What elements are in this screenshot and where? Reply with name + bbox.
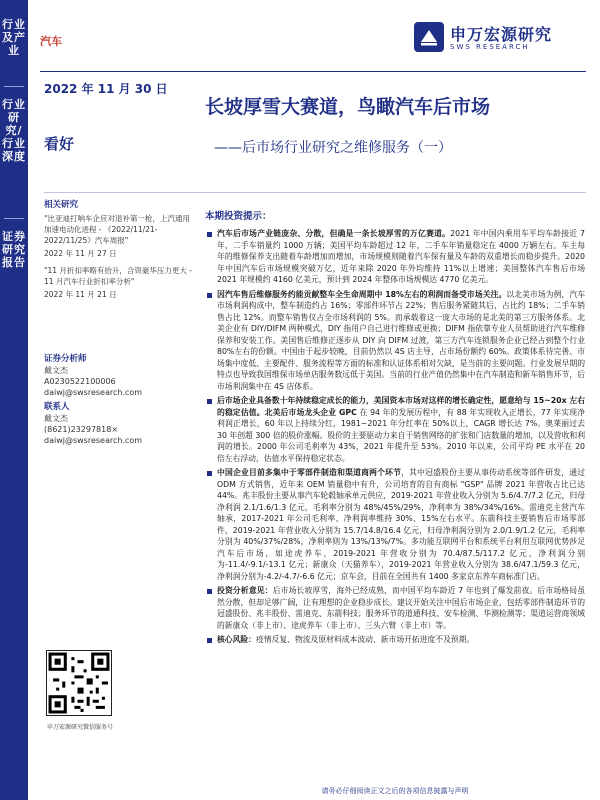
analyst-name: 戴文杰 xyxy=(44,366,68,375)
contact-email[interactable]: daiwj@swsresearch.com xyxy=(44,436,143,445)
related-research xyxy=(44,200,194,306)
bullet-body: 疫情反复、物流及原材料成本波动、新市场开拓进度不及预期。 xyxy=(255,635,475,644)
highlight-bullet xyxy=(205,585,585,631)
disclaimer-footer: 请务必仔细阅读正文之后的各项信息披露与声明 xyxy=(321,787,469,795)
highlight-bullet xyxy=(205,395,585,464)
report-subtitle: ——后市场行业研究之维修服务（一） xyxy=(214,140,452,156)
logo-text-cn: 申万宏源研究 xyxy=(450,25,553,44)
rating: 看好 xyxy=(44,135,75,153)
highlight-bullet xyxy=(205,467,585,582)
bullet-body: 后市场长坡厚雪，海外已经成熟，而中国平均车龄近 7 年也到了爆发前夜。后市场格局虽然分散，但却足够广阔，让有理想的企业稳步成长。建议开始关注中国后市场企业，包括零部件制造环节的冠盛股份、兆丰股份、雷迪克、东箭科技；服务环节的道通科技、安车检测、华测检测等；渠道运营商领域的新康众（非上市）、途虎养车（非上市）、三头六臂（非上市）等。 xyxy=(217,586,586,630)
band-label-report: 证券研究报告 xyxy=(2,230,26,269)
analyst-block xyxy=(44,354,194,446)
related-item-date: 2022 年 11 月 21 日 xyxy=(44,290,117,299)
qr-caption: 申万宏源研究微信服务号 xyxy=(46,724,113,731)
analyst-cert: A0230522100006 xyxy=(44,377,116,386)
header-rule xyxy=(40,71,586,72)
analyst-heading: 证券分析师 xyxy=(44,354,87,364)
report-title: 长坡厚雪大赛道，鸟瞰汽车后市场 xyxy=(205,96,491,118)
qr-code-icon xyxy=(46,650,112,716)
related-item[interactable]: "11 月折扣率略有抬升，合资豪华压力更大 - 11 月汽车行业折扣率分析" xyxy=(44,266,192,286)
highlight-bullet xyxy=(205,634,585,646)
band-label-industry: 行业及产业 xyxy=(2,18,26,57)
industry-label: 汽车 xyxy=(40,35,62,48)
bullet-lead: 核心风险： xyxy=(217,635,256,644)
analyst-email[interactable]: daiwj@swsresearch.com xyxy=(44,388,143,397)
bullet-lead: 中国企业目前多集中于零部件制造和渠道商两个环节 xyxy=(217,468,402,477)
related-item-date: 2022 年 11 月 27 日 xyxy=(44,249,117,258)
contact-name: 戴文杰 xyxy=(44,414,68,423)
band-label-research-type: 行业研究/行业深度 xyxy=(2,98,26,163)
sws-logo xyxy=(414,18,574,58)
investment-highlights xyxy=(205,208,585,649)
band-divider xyxy=(4,218,24,219)
related-heading: 相关研究 xyxy=(44,200,79,210)
highlight-bullet xyxy=(205,289,585,393)
bullet-lead: 投资分析意见： xyxy=(217,586,273,595)
bullet-body: 2021 年中国内乘用车平均车龄接近 7 年，二手车销量约 1000 万辆；美国平均车龄超过 12 年，二手车年销量稳定在 4000 万辆左右。车主每年的维修保养支出随着车龄增加而增加，市场规模则随着汽车保有量及车龄的双重增长而稳步提升。2020 年中国汽车后市场规模突破万亿，近年来除 2020 年外均维持 11%以上增速；美国整体汽车售后市场 2021 年规模约 4160 亿美元，预计到 2024 年整体市场规模达 4770 亿美元。 xyxy=(217,229,585,284)
logo-text-en: SWS RESEARCH xyxy=(450,43,530,51)
highlights-heading: 本期投资提示： xyxy=(205,211,272,222)
contact-phone: (8621)23297818× xyxy=(44,425,119,434)
sws-emblem-icon xyxy=(414,22,444,52)
bullet-lead: 因汽车售后维修服务约能贡献整车全生命周期中 18%左右的利润而备受市场关注。 xyxy=(217,289,507,299)
bullet-body: 以北美市场为例，汽车市场利润构成中，整车制造约占 16%；零部件环节占 22%；售后服务紧随其后，占比约 18%；二手车销售占比 12%。而整车销售仅占全市场利润的 5%。而承载着这一庞大市场的是北美的第三方服务体系。北美企业有 DIY/DIFM 两种模式，DIY 指用户自己进行维修或更换；DIFM 指依靠专业人员帮助进行汽车维修保养和安装工作。美国售后维修正逐步从 DIY 向 DIFM 过渡，第三方汽车连锁服务企业已经占到整个行业 80%左右的份额。中国由于起步较晚，目前仍然以 4S 店主导，占市场份额约 60%。政策体系待完善、市场集中度低、主要配件、服务流程等方面的标准和认证体系相对欠缺，是当前的主要问题。行业发展早期的特点也导致我国维保市场单店服务数远低于美国。当前的行业产值仍然集中在汽车制造和新车销售环节，后市场利润集中在 4S 店体系。 xyxy=(217,289,586,391)
report-date: 2022 年 11 月 30 日 xyxy=(44,82,168,96)
title-rule xyxy=(44,192,586,193)
related-item[interactable]: "比亚迪打响车企应对退补第一枪，上汽通用加速电动化进程 - 《2022/11/21-2022/11/25》汽车周报" xyxy=(44,214,190,245)
band-divider xyxy=(4,86,24,87)
bullet-lead: 后市场企业具备数十年持续稳定成长的能力，美国资本市场对这样的增长确定性，愿意给与 15~20x 左右的稳定估值。北美后市场龙头企业 GPC xyxy=(217,396,585,417)
bullet-body: 在 94 年的发展历程中，有 88 年实现收入正增长，77 年实现净利润正增长，60 年以上持续分红，1981~2021 年分红率在 50%以上，CAGR 增长达 7%。奥莱丽过去 30 年创超 300 倍的股价涨幅。股价的主要驱动力来自于销售网络的扩张和门店数量的增加，以及营收和利润的增长。2000 年公司毛利率为 43%，2021 年提升至 53%。2010 年以来，公司平均 PE 水平在 20 倍左右浮动，估值水平保持稳定状态。 xyxy=(217,407,585,463)
bullet-body: ，其中冠盛股份主要从事传动系统等部件研发，通过 ODM 方式销售，近年来 OEM 销量稳中有升，公司培育的自有商标 "GSP" 品牌 2021 年营收占比已达 44%。兆丰股份主要从事汽车轮毂轴承单元供应，2019-2021 年营业收入分别为 5.6/4.7/7.2 亿元，归母净利润 2.1/1.6/1.3 亿元，毛利率分别为 48%/45%/29%，净利率为 38%/34%/16%。雷迪克主营汽车轴承，2017-2021 年公司毛利率、净利润率维持 30%、15%左右水平。东箭科技主要销售后市场零部件，2019-2021 年营业收入分别为 15.7/14.8/16.4 亿元，归母净利润分别为 2.0/1.9/1.2 亿元，毛利率分别为 40%/37%/28%，净利率则为 13%/13%/7%。多功能互联网平台和系统平台利用互联网优势涉足汽车后市场，如途虎养车，2019-2021 年营收分别为 70.4/87.5/117.2 亿元，净利润分别为-11.4/-9.1/-13.1 亿元；新康众（天猫养车），2019-2021 年营业收入分别为 38.6/47.1/59.3 亿元，净利润分别为-4.2/-4.7/-6.6 亿元；京车会，目前在全国共有 1400 多家京东养车商标准门店。 xyxy=(217,468,586,581)
contact-heading: 联系人 xyxy=(44,402,70,412)
bullet-lead: 汽车后市场产业链庞杂、分散，但确是一条长坡厚雪的万亿赛道。 xyxy=(217,229,451,238)
highlight-bullet xyxy=(205,228,585,286)
